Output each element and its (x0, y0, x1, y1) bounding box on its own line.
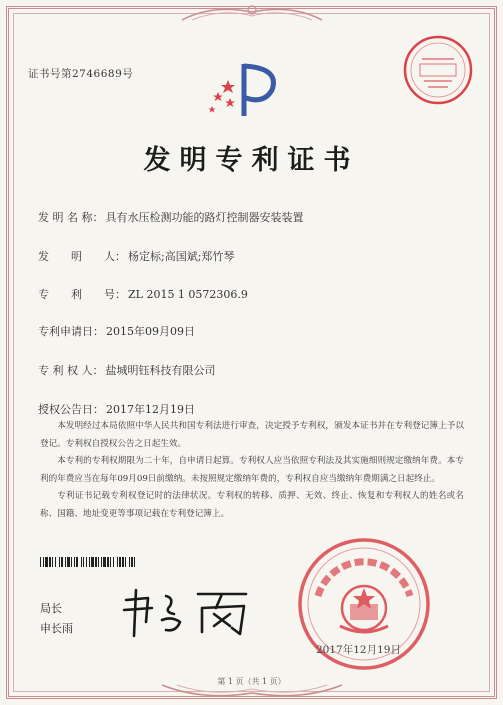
field-value: ZL 2015 1 0572306.9 (128, 288, 248, 301)
field-label: 发 明 名 称： (38, 211, 104, 224)
body-paragraph: 本发明经过本局依照中华人民共和国专利法进行审查，决定授予专利权，颁发本证书并在专利登记簿上予以登记。专利权自授权公告之日起生效。 (40, 421, 464, 449)
field-label: 授权公告日： (38, 403, 104, 416)
certificate-body (40, 418, 464, 524)
document-title: 发明专利证书 (143, 145, 360, 176)
body-paragraph: 专利证书记载专利权登记时的法律状况。专利权的转移、质押、无效、终止、恢复和专利权人的姓名或名称、国籍、地址变更等事项记载在专利登记簿上。 (40, 491, 464, 519)
certificate-number: 证书号第2746689号 (28, 68, 134, 80)
field-label: 专 利 号： (38, 288, 126, 301)
barcode-bar (135, 557, 137, 567)
field-value: 具有水压检测功能的路灯控制器安装装置 (105, 211, 304, 224)
field-value: 2015年09月09日 (106, 325, 195, 338)
field-value: 2017年12月19日 (106, 403, 195, 416)
top-ornament (172, 2, 332, 24)
page-indicator: 第 1 页（共 1 页） (217, 677, 286, 686)
body-paragraph: 本专利的专利权期限为二十年，自申请日起算。专利权人应当依照专利法及其实施细则规定缴纳年费。本专利的年费应当在每年09月09日前缴纳。未按照规定缴纳年费的，专利权自应当缴纳年费期满之日起终止。 (40, 456, 464, 484)
field-inventors (38, 248, 234, 264)
field-value: 盐城明钰科技有限公司 (105, 364, 216, 377)
field-value: 杨定标;高国斌;郑竹琴 (128, 250, 235, 263)
cnipa-logo-icon (206, 58, 286, 120)
director-title: 局长 (40, 602, 62, 615)
field-invention-name (38, 209, 304, 225)
top-right-seal (402, 34, 474, 106)
seal-date: 2017年12月19日 (316, 644, 401, 656)
barcode (40, 557, 228, 567)
field-label: 专利申请日： (38, 325, 104, 338)
field-filing-date (38, 323, 195, 339)
director-name: 申长雨 (40, 622, 73, 635)
field-label: 发 明 人： (38, 250, 126, 263)
field-grant-date (38, 401, 195, 417)
field-patent-number (38, 286, 248, 302)
director-signature (118, 586, 258, 638)
field-label: 专 利 权 人： (38, 364, 104, 377)
field-patentee (38, 362, 216, 378)
